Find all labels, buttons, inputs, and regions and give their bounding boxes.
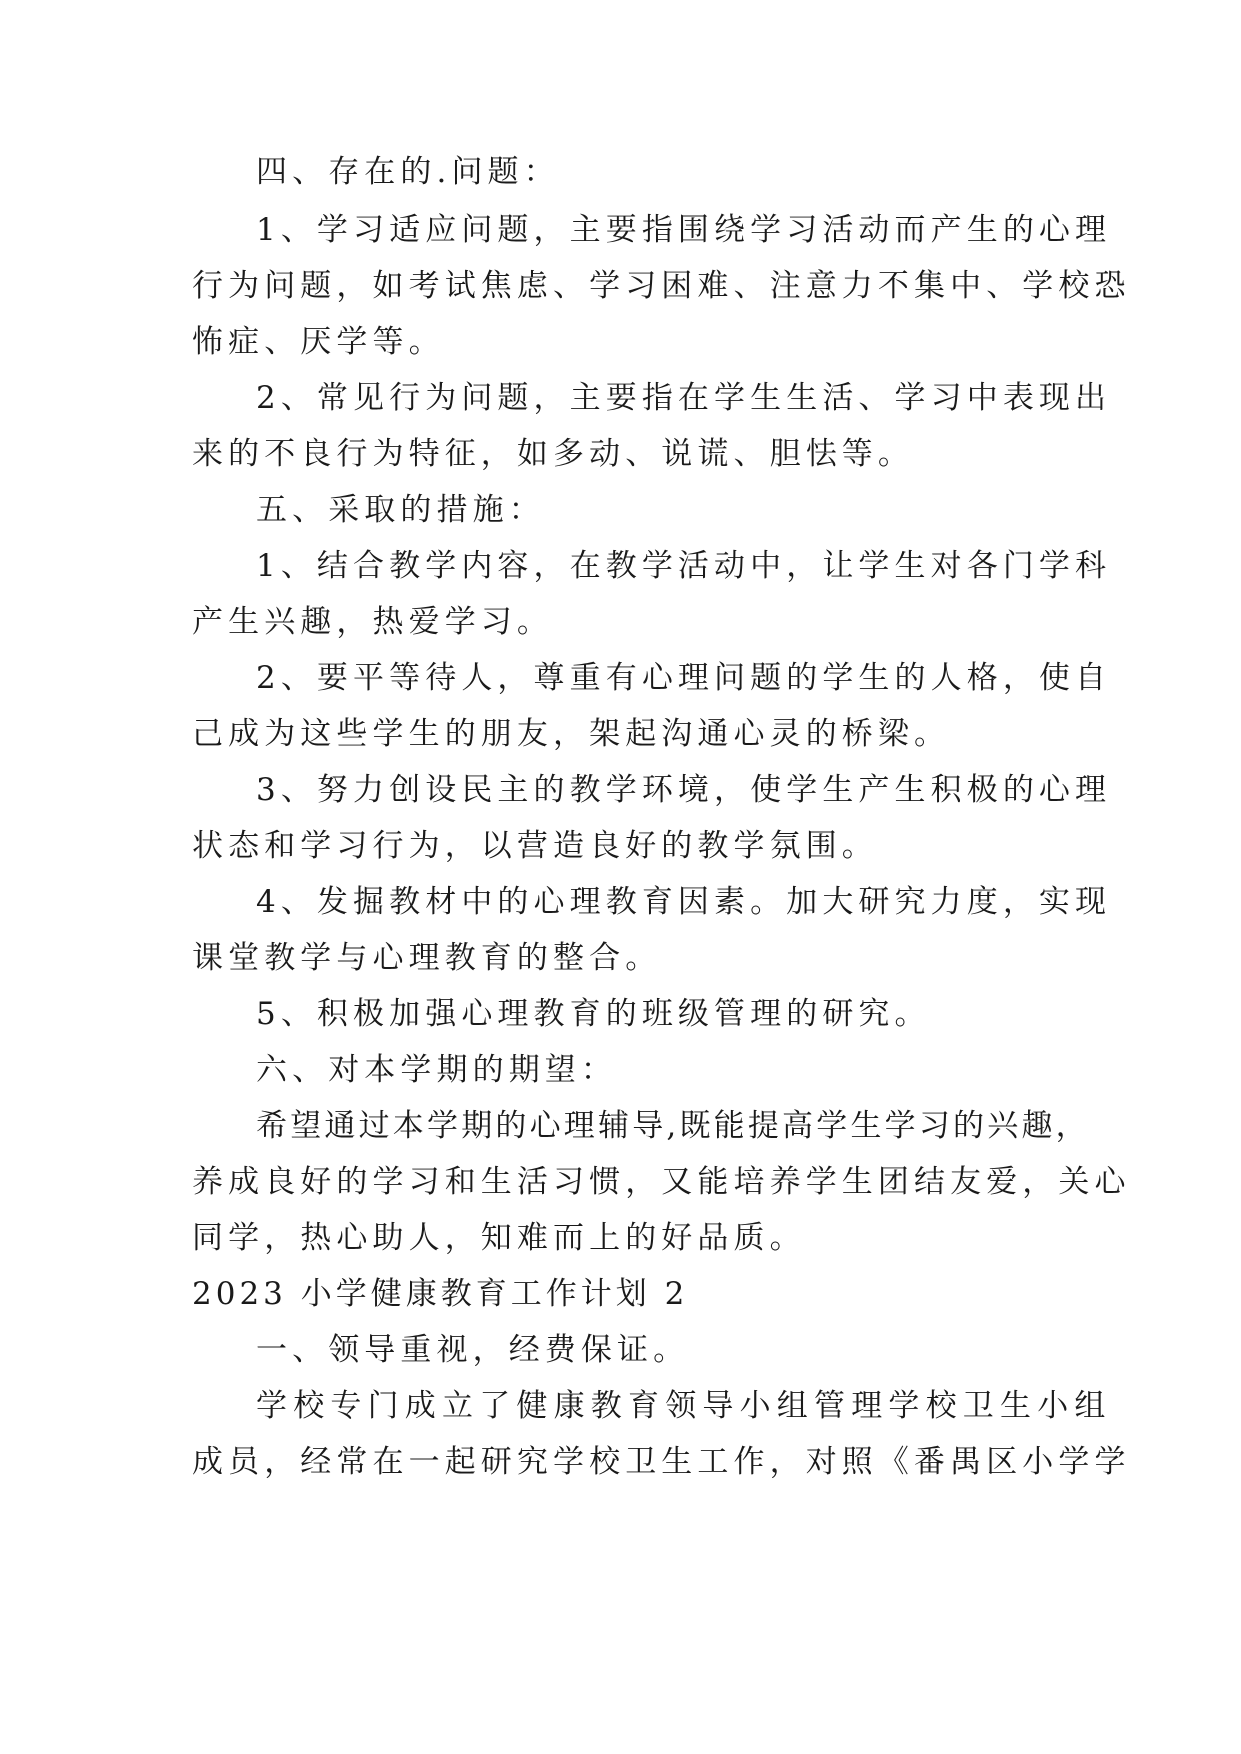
paragraph-line: 5、积极加强心理教育的班级管理的研究。 [256, 996, 931, 1032]
section-heading-expectations: 六、对本学期的期望： [256, 1052, 617, 1088]
paragraph-line: 行为问题，如考试焦虑、学习困难、注意力不集中、学校恐 [192, 268, 1131, 304]
paragraph-line: 课堂教学与心理教育的整合。 [192, 940, 662, 976]
paragraph-line: 2、常见行为问题，主要指在学生生活、学习中表现出 [256, 380, 1112, 416]
paragraph-line: 1、学习适应问题，主要指围绕学习活动而产生的心理 [256, 212, 1112, 248]
section-heading-leadership: 一、领导重视，经费保证。 [256, 1332, 690, 1368]
paragraph-line: 2、要平等待人，尊重有心理问题的学生的人格，使自 [256, 660, 1112, 696]
paragraph-line: 产生兴趣，热爱学习。 [192, 604, 553, 640]
paragraph-line: 状态和学习行为，以营造良好的教学氛围。 [192, 828, 878, 864]
paragraph-line: 希望通过本学期的心理辅导,既能提高学生学习的兴趣， [256, 1108, 1090, 1144]
paragraph-line: 1、结合教学内容，在教学活动中，让学生对各门学科 [256, 548, 1112, 584]
paragraph-line: 3、努力创设民主的教学环境，使学生产生积极的心理 [256, 772, 1112, 808]
paragraph-line: 己成为这些学生的朋友，架起沟通心灵的桥梁。 [192, 716, 951, 752]
paragraph-line: 学校专门成立了健康教育领导小组管理学校卫生小组 [256, 1388, 1112, 1424]
paragraph-line: 怖症、厌学等。 [192, 324, 445, 360]
paragraph-line: 来的不良行为特征，如多动、说谎、胆怯等。 [192, 436, 914, 472]
section-heading-measures: 五、采取的措施： [256, 492, 545, 528]
paragraph-line: 4、发掘教材中的心理教育因素。加大研究力度，实现 [256, 884, 1112, 920]
document-title: 2023 小学健康教育工作计划 2 [192, 1276, 689, 1312]
paragraph-line: 养成良好的学习和生活习惯，又能培养学生团结友爱，关心 [192, 1164, 1131, 1200]
paragraph-line: 同学，热心助人，知难而上的好品质。 [192, 1220, 806, 1256]
paragraph-line: 成员，经常在一起研究学校卫生工作，对照《番禺区小学学 [192, 1444, 1131, 1480]
section-heading-problems: 四、存在的.问题： [256, 154, 560, 190]
